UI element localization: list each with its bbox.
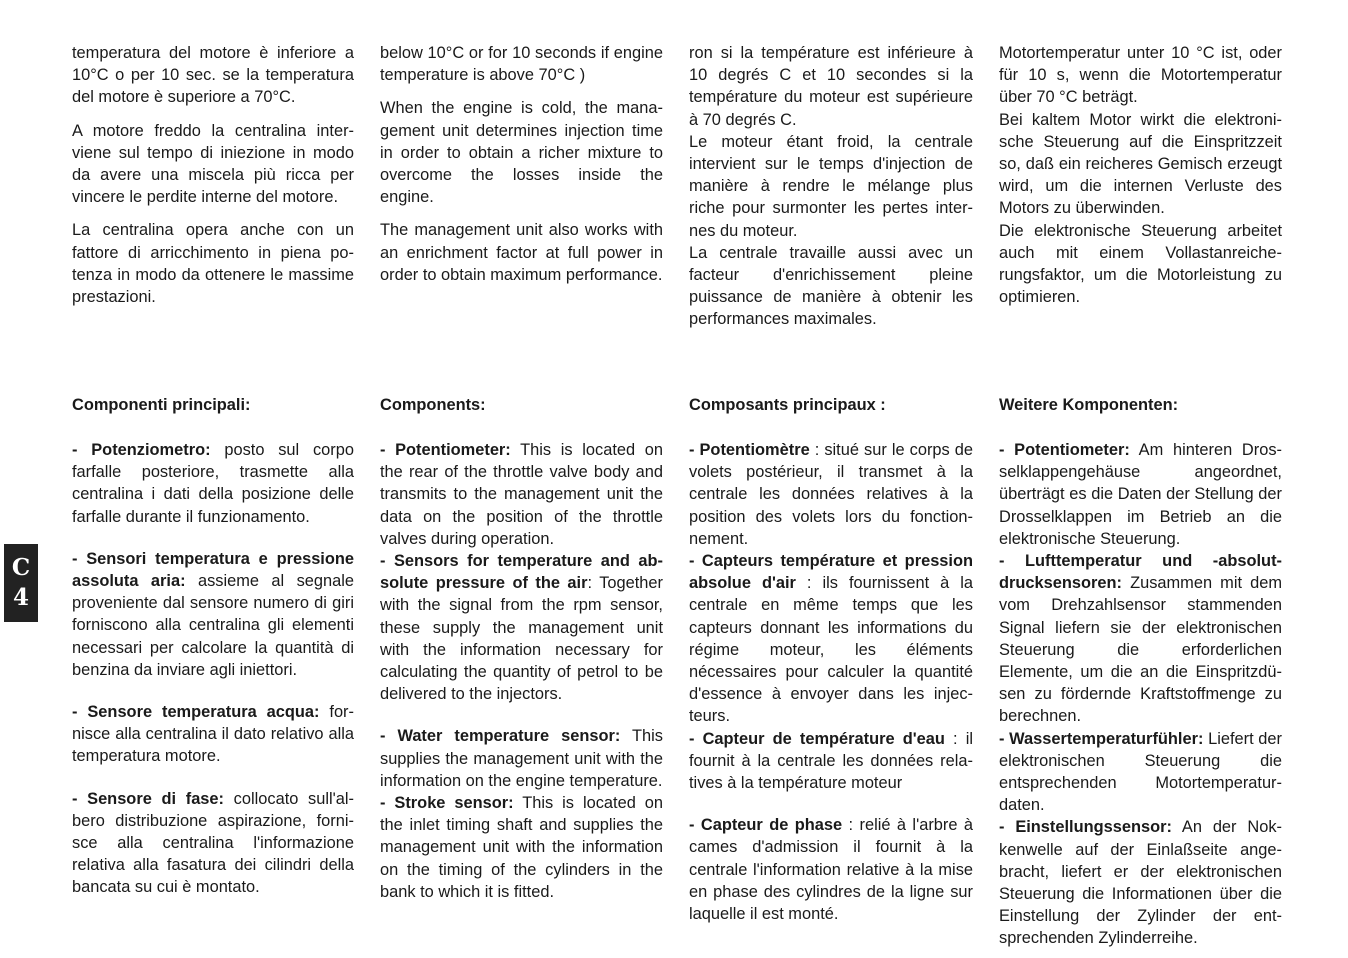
component-item bbox=[72, 701, 354, 768]
section-heading: Weitere Komponenten: bbox=[999, 396, 1179, 414]
component-description: fornisce alla centralina il dato relativo alla temperatura motore. bbox=[72, 703, 354, 766]
component-item bbox=[380, 725, 663, 792]
section-tab-number: 4 bbox=[12, 584, 29, 611]
component-term: - Potentiomètre bbox=[689, 441, 810, 459]
component-description: collocato sull'albero distribuzione aspirazione, fornisce alla centralina l'informazione relativa alla fasatura dei cilindri della bancata su cui è montato. bbox=[72, 789, 354, 897]
column-french bbox=[689, 42, 973, 924]
component-description: Liefert der elektronischen Steuerung die entsprechenden Motortemperaturdaten. bbox=[999, 729, 1282, 815]
component-description: : ils fournissent à la centrale en même temps que les capteurs donnant les informations du régime moteur, les éléments nécessaires pour calculer la quantité d'essence à envoyer dans les injecteurs. bbox=[689, 574, 973, 726]
component-term: - Sensore temperatura acqua: bbox=[72, 703, 320, 722]
intro-paragraph: Le moteur étant froid, la centrale intervient sur le temps d'injection de manière à rendre le mélange plus riche pour surmonter les pertes internes du moteur. bbox=[689, 132, 973, 240]
component-description: An der Nokkenwelle auf der Einlaßseite angebracht, liefert er der elektronischen Steuerung die Informationen über die Einstellung der Zylinder der entsprechenden Zylinderreihe. bbox=[999, 818, 1282, 948]
intro-paragraph: When the engine is cold, the management unit determines injection time in order to obtain a richer mixture to overcome the losses inside the engine. bbox=[380, 99, 663, 207]
component-term: - Potenziometro: bbox=[72, 441, 211, 459]
component-item bbox=[380, 439, 663, 550]
component-item bbox=[72, 788, 354, 899]
component-description: This is located on the inlet timing shaft and supplies the management unit with the information on the timing of the cylinders in the bank to which it is fitted. bbox=[380, 794, 663, 901]
component-description: : il fournit à la centrale les données relatives à la température moteur bbox=[689, 729, 973, 793]
column-english bbox=[380, 42, 663, 901]
section-tab bbox=[4, 544, 38, 622]
component-item bbox=[689, 439, 973, 550]
component-term: - Water temperature sensor: bbox=[380, 727, 621, 746]
component-term: - Sensori temperatura e pressione assoluta aria: bbox=[72, 549, 354, 591]
component-description: This supplies the management unit with the information on the engine temperature. bbox=[380, 727, 663, 790]
component-item bbox=[380, 792, 663, 903]
component-term: - Capteur de température d'eau bbox=[689, 729, 945, 748]
component-list bbox=[380, 439, 663, 903]
component-item bbox=[72, 548, 354, 681]
intro-paragraph: below 10°C or for 10 seconds if engine temperature is above 70°C ) bbox=[380, 44, 663, 85]
component-term: - Lufttemperatur und -absolutdrucksensoren: bbox=[999, 552, 1282, 593]
section-heading: Components: bbox=[380, 396, 486, 414]
component-description: : relié à l'arbre à cames d'admission il fournit à la centrale l'information relative à la mise en phase des cylindres de la ligne sur laquelle il est monté. bbox=[689, 816, 973, 924]
component-description: : situé sur le corps de volets postérieur, il transmet à la centrale les données relatives à la position des volets lors du fonctionnement. bbox=[689, 441, 973, 548]
column-german bbox=[999, 42, 1282, 948]
component-list bbox=[689, 439, 973, 925]
component-description: : Together with the signal from the rpm sensor, these supply the management unit with the information necessary for calculating the quantity of petrol to be delivered to the injectors. bbox=[380, 574, 663, 704]
intro-paragraph: A motore freddo la centralina interviene sul tempo di iniezione in modo da avere una miscela più ricca per vincere le perdite interne del motore. bbox=[72, 121, 354, 207]
component-item bbox=[689, 550, 973, 728]
intro-paragraph: Bei kaltem Motor wirkt die elektronische Steuerung auf die Einspritzzeit so, daß ein reicheres Gemisch erzeugt wird, um die internen Verluste des Motors zu überwinden. bbox=[999, 110, 1282, 218]
component-item bbox=[380, 550, 663, 705]
component-description: posto sul corpo farfalle posteriore, trasmette alla centralina i dati della posizione delle farfalle durante il funzionamento. bbox=[72, 441, 354, 526]
intro-paragraph: La centrale travaille aussi avec un facteur d'enrichissement pleine puissance de manière à obtenir les performances maximales. bbox=[689, 243, 973, 329]
component-term: - Einstellungssensor: bbox=[999, 818, 1172, 837]
component-description: Am hinteren Drosselklappengehäuse angeordnet, überträgt es die Daten der Stellung der Drosselklappen im Betrieb an die elektronische Steuerung. bbox=[999, 441, 1282, 548]
component-term: - Capteur de phase bbox=[689, 816, 843, 835]
intro-paragraph: ron si la température est inférieure à 10 degrés C et 10 secondes si la température du moteur est supérieure à 70 degrés C. bbox=[689, 44, 973, 129]
component-description: This is located on the rear of the throttle valve body and transmits to the management unit the data on the position of the throttle valves during operation. bbox=[380, 441, 663, 548]
component-item bbox=[72, 439, 354, 528]
component-item bbox=[689, 728, 973, 795]
section-heading: Componenti principali: bbox=[72, 396, 251, 414]
intro-paragraph: temperatura del motore è inferiore a 10°C o per 10 sec. se la temperatura del motore è superiore a 70°C. bbox=[72, 44, 354, 107]
component-term: - Potentiometer: bbox=[380, 441, 511, 459]
component-list bbox=[999, 439, 1282, 950]
component-description: assieme al segnale proveniente dal sensore numero di giri forniscono alla centralina gli elementi necessari per calcolare la quantità di benzina da inviare agli iniettori. bbox=[72, 572, 354, 679]
intro-paragraph: Motortemperatur unter 10 °C ist, oder für 10 s, wenn die Motortemperatur über 70 °C beträgt. bbox=[999, 44, 1282, 107]
component-term: - Sensors for temperature and absolute pressure of the air bbox=[380, 552, 663, 593]
component-term: - Sensore di fase: bbox=[72, 789, 224, 808]
intro-paragraph: La centralina opera anche con un fattore di arricchimento in piena potenza in modo da ottenere le massime prestazioni. bbox=[72, 221, 354, 307]
component-item bbox=[999, 439, 1282, 550]
component-item bbox=[999, 728, 1282, 817]
component-item bbox=[689, 814, 973, 925]
section-heading: Composants principaux : bbox=[689, 396, 886, 414]
component-item bbox=[999, 550, 1282, 728]
component-item bbox=[999, 816, 1282, 949]
component-term: - Potentiometer: bbox=[999, 441, 1130, 459]
column-italian bbox=[72, 42, 354, 897]
component-description: Zusammen mit dem vom Drehzahlsensor stammenden Signal liefern sie der elektronischen Steuerung die erforderlichen Elemente, um die an die Einspritzdüsen zu fördernde Kraftstoffmenge zu berechnen. bbox=[999, 574, 1282, 726]
component-list bbox=[72, 439, 354, 899]
component-term: - Wassertemperaturfühler: bbox=[999, 729, 1204, 748]
intro-paragraph: The management unit also works with an enrichment factor at full power in order to obtain maximum performance. bbox=[380, 221, 663, 284]
section-tab-letter: C bbox=[11, 554, 31, 581]
component-term: - Capteurs température et pression absolue d'air bbox=[689, 552, 973, 593]
intro-paragraph: Die elektronische Steuerung arbeitet auch mit einem Vollastanreicherungsfaktor, um die Motorleistung zu optimieren. bbox=[999, 221, 1282, 307]
component-term: - Stroke sensor: bbox=[380, 794, 514, 813]
